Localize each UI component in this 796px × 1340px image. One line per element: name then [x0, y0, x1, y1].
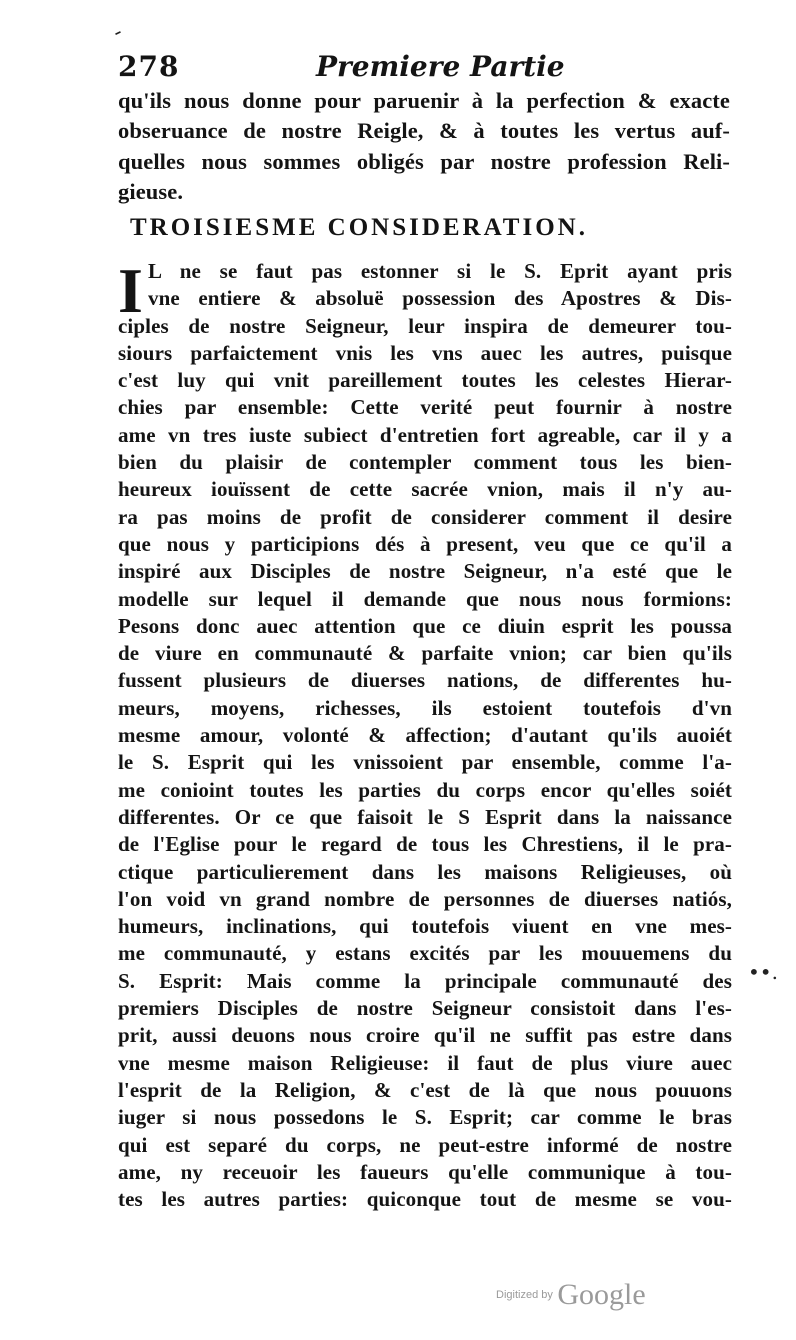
text-line: obseruance de nostre Reigle, & à toutes les vertus auf-	[118, 118, 730, 144]
drop-cap: I	[118, 255, 143, 326]
text-line: tes les autres parties: quiconque tout de mesme se vou-	[118, 1187, 732, 1212]
page-number: 278	[118, 50, 180, 83]
text-line: differentes. Or ce que faisoit le S Esprit dans la naissance	[118, 804, 732, 829]
text-line: chies par ensemble: Cette verité peut fournir à nostre	[118, 395, 732, 420]
text-line: inspiré aux Disciples de nostre Seigneur, n'a esté que le	[118, 559, 732, 584]
text-line: fussent plusieurs de diuerses nations, de differentes hu-	[118, 668, 732, 693]
text-line: qui est separé du corps, ne peut-estre informé de nostre	[118, 1132, 732, 1157]
running-head	[118, 50, 730, 86]
continuation-paragraph	[118, 86, 730, 207]
text-line: bien du plaisir de contempler comment tous les bien-	[118, 450, 732, 475]
text-line: vne mesme maison Religieuse: il faut de plus viure auec	[118, 1050, 732, 1075]
text-line: vne entiere & absoluë possession des Apostres & Dis-	[148, 286, 732, 311]
text-line: meurs, moyens, richesses, ils estoient toutefois d'vn	[118, 695, 732, 720]
text-line: qu'ils nous donne pour paruenir à la perfection & exacte	[118, 88, 730, 113]
text-line: me communauté, y estans excités par les mouuemens du	[118, 941, 732, 966]
text-line: ame vn tres iuste subiect d'entretien fort agreable, car il y a	[118, 422, 732, 447]
text-line: L ne se faut pas estonner si le S. Eprit ayant pris	[148, 259, 732, 283]
text-line: ra pas moins de profit de considerer comment il desire	[118, 504, 732, 529]
text-line: ciples de nostre Seigneur, leur inspira de demeurer tou-	[118, 313, 732, 338]
text-line: l'on void vn grand nombre de personnes de diuerses natiós,	[118, 886, 732, 911]
text-line: me conioint toutes les parties du corps encor qu'elles soiét	[118, 777, 732, 802]
text-line: quelles nous sommes obligés par nostre profession Reli-	[118, 148, 730, 174]
text-line: c'est luy qui vnit pareillement toutes les celestes Hierar-	[118, 368, 732, 393]
text-line: mesme amour, volonté & affection; d'autant qu'ils auoiét	[118, 723, 732, 748]
text-line: Pesons donc auec attention que ce diuin esprit les poussa	[118, 613, 732, 638]
text-line: iuger si nous possedons le S. Esprit; car comme le bras	[118, 1105, 732, 1130]
ink-dots: ••.	[748, 960, 778, 984]
text-line: que nous y participions dés à present, veu que ce qu'il a	[118, 531, 732, 556]
watermark-prefix: Digitized by	[496, 1289, 553, 1301]
text-line: S. Esprit: Mais comme la principale communauté des	[118, 968, 732, 993]
text-line: gieuse.	[118, 178, 184, 204]
running-head-title: Premiere Partie	[316, 50, 565, 83]
text-line: l'esprit de la Religion, & c'est de là que nous pouuons	[118, 1077, 732, 1102]
text-line: heureux iouïssent de cette sacrée vnion, mais il n'y au-	[118, 477, 732, 502]
watermark-brand: Google	[557, 1278, 646, 1311]
text-line: premiers Disciples de nostre Seigneur consistoit dans l'es-	[118, 996, 732, 1021]
section-heading: TROISIESME CONSIDERATION.	[130, 214, 588, 241]
text-line: de viure en communauté & parfaite vnion; car bien qu'ils	[118, 641, 732, 666]
text-line: modelle sur lequel il demande que nous nous formions:	[118, 586, 732, 611]
text-line: humeurs, inclinations, qui toutefois viuent en vne mes-	[118, 914, 732, 939]
text-line: ctique particulierement dans les maisons Religieuses, où	[118, 859, 732, 884]
body-paragraph	[118, 255, 732, 1213]
text-line: ame, ny receuoir les faueurs qu'elle communique à tou-	[118, 1159, 732, 1184]
text-line: le S. Esprit qui les vnissoient par ensemble, comme l'a-	[118, 750, 732, 775]
text-line: prit, aussi deuons nous croire qu'il ne suffit pas estre dans	[118, 1023, 732, 1048]
text-line: siours parfaictement vnis les vns auec les autres, puisque	[118, 340, 732, 365]
ink-mark: -	[109, 19, 127, 46]
digitized-watermark	[496, 1278, 646, 1312]
text-line: de l'Eglise pour le regard de tous les Chrestiens, il le pra-	[118, 832, 732, 857]
